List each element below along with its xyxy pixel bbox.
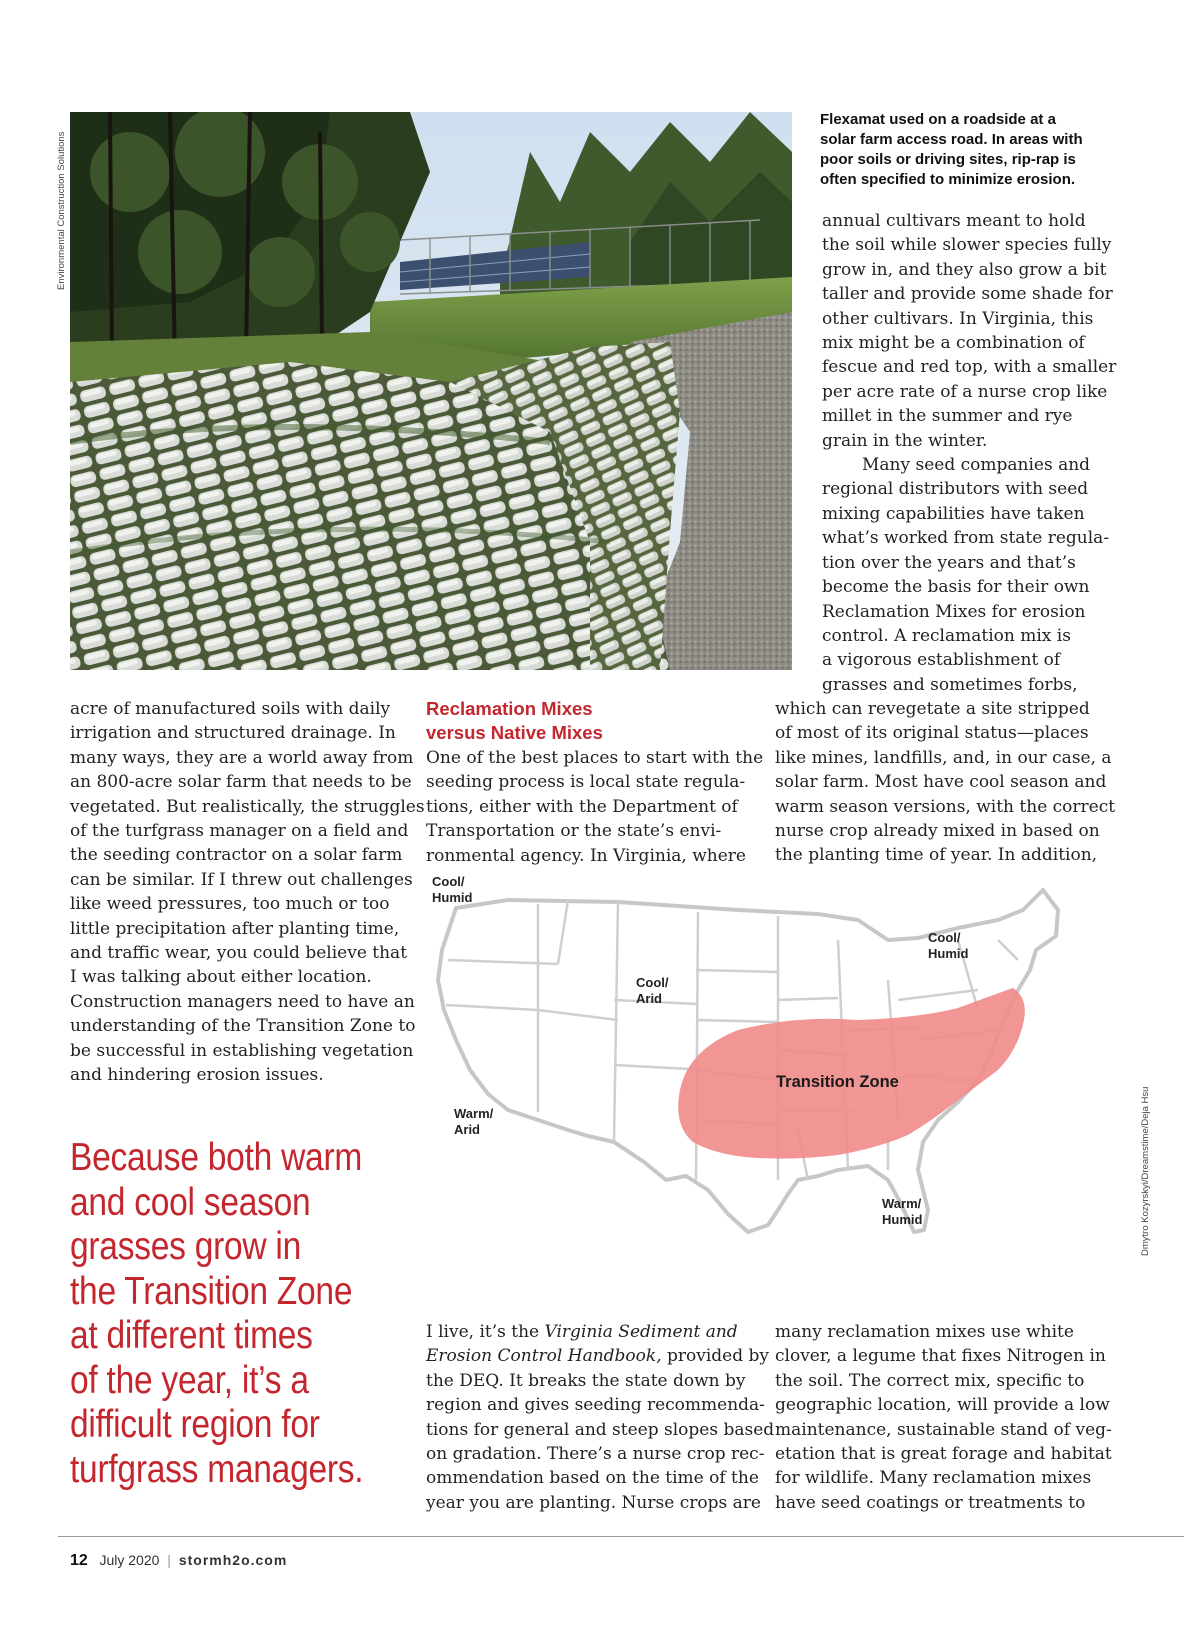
region-label-line: Humid (882, 1212, 923, 1227)
text-line: mixing capabilities have taken (822, 503, 1085, 524)
text-line: regional distributors with seed (822, 479, 1089, 500)
text-line: Construction managers need to have an (70, 991, 415, 1012)
map-svg (418, 880, 1098, 1280)
text-run: provided by (661, 1346, 769, 1367)
pull-quote-line: grasses grow in (70, 1225, 302, 1268)
region-label-warm-humid (882, 1196, 922, 1228)
text-line: annual cultivars meant to hold (822, 211, 1086, 231)
text-line: geographic location, will provide a low (775, 1395, 1110, 1416)
text-line: seeding process is local state regula- (426, 772, 746, 793)
text-line: tions, either with the Department of (426, 796, 738, 817)
text-line: the soil while slower species fully (822, 235, 1112, 256)
text-line: many reclamation mixes use white (775, 1322, 1074, 1342)
section-heading (426, 697, 603, 745)
text-line: like weed pressures, too much or too (70, 894, 390, 915)
text-line: tion over the years and that’s (822, 552, 1076, 573)
text-line: the planting time of year. In addition, (775, 845, 1098, 866)
handbook-title: Virginia Sediment and (544, 1322, 738, 1342)
pull-quote-line: and cool season (70, 1180, 311, 1224)
map-credit: Dmytro Kozyrskyi/Dreamstime/Deja Hsu (1140, 1086, 1151, 1256)
issue-date: July 2020 (99, 1552, 160, 1568)
text-line: for wildlife. Many reclamation mixes (775, 1468, 1092, 1489)
footer-folio (70, 1552, 287, 1570)
pull-quote-line: difficult region for (70, 1403, 320, 1446)
region-label-line: Humid (432, 890, 473, 905)
text-line: the soil. The correct mix, specific to (775, 1370, 1085, 1391)
text-line: acre of manufactured soils with daily (70, 699, 391, 719)
photo-credit: Environmental Construction Solutions (56, 131, 67, 290)
text-line: vegetated. But realistically, the struggles (70, 796, 425, 817)
text-line (426, 1320, 771, 1344)
transition-zone-label: Transition Zone (776, 1073, 899, 1091)
text-line: the seeding contractor on a solar farm (70, 845, 403, 866)
text-line: grasses and sometimes forbs, (822, 674, 1078, 695)
text-line: little precipitation after planting time, (70, 918, 400, 939)
region-label-cool-humid-nw (432, 874, 472, 906)
text-line: like mines, landfills, and, in our case, a (775, 747, 1112, 768)
text-line: what’s worked from state regula- (822, 528, 1110, 549)
site-name: stormh2o.com (178, 1552, 288, 1568)
text-line: nurse crop already mixed in based on (775, 821, 1100, 842)
region-label-line: Warm/ (454, 1106, 494, 1121)
text-line: of most of its original status—places (775, 723, 1089, 744)
pull-quote-line: at different times (70, 1314, 313, 1357)
text-line (426, 1344, 771, 1368)
text-line: understanding of the Transition Zone to (70, 1016, 416, 1037)
body-text-middle (426, 746, 766, 868)
us-transition-zone-map (418, 874, 1098, 1280)
region-label-line: Humid (928, 946, 969, 961)
region-label-line: Cool/ (432, 874, 465, 889)
region-label-line: Arid (454, 1122, 480, 1137)
text-line: Transportation or the state’s envi- (426, 821, 722, 842)
caption-line: poor soils or driving sites, rip-rap is (820, 151, 1076, 168)
text-line: ommendation based on the time of the (426, 1468, 759, 1489)
text-line: maintenance, sustainable stand of veg- (775, 1419, 1112, 1440)
pull-quote-line: turfgrass managers. (70, 1447, 364, 1491)
text-line: taller and provide some shade for (822, 284, 1113, 305)
body-text-right-top (822, 209, 1182, 697)
region-label-line: Cool/ (636, 975, 669, 990)
region-label-cool-arid (636, 975, 669, 1007)
text-line: I was talking about either location. (70, 967, 372, 988)
text-line: become the basis for their own (822, 577, 1090, 598)
text-line: region and gives seeding recommenda- (426, 1395, 765, 1416)
text-line: solar farm. Most have cool season and (775, 772, 1107, 793)
text-line: grain in the winter. (822, 430, 988, 451)
text-line: Many seed companies and (862, 455, 1091, 476)
text-line: a vigorous establishment of (822, 650, 1061, 671)
footer-separator: | (167, 1552, 171, 1568)
footer-rule (58, 1536, 1184, 1537)
text-line: which can revegetate a site stripped (775, 699, 1090, 719)
text-line: other cultivars. In Virginia, this (822, 308, 1094, 329)
text-line: and hindering erosion issues. (70, 1065, 324, 1086)
text-line: etation that is great forage and habitat (775, 1444, 1112, 1465)
text-line: on gradation. There’s a nurse crop rec- (426, 1444, 765, 1465)
text-line: be successful in establishing vegetation (70, 1040, 414, 1061)
text-line: clover, a legume that fixes Nitrogen in (775, 1346, 1106, 1367)
text-line: and traffic wear, you could believe that (70, 943, 408, 964)
pull-quote-line: the Transition Zone (70, 1269, 353, 1313)
text-run: I live, it’s the (426, 1322, 545, 1342)
region-label-warm-arid (454, 1106, 493, 1138)
text-line: control. A reclamation mix is (822, 625, 1071, 646)
body-text-right-mid (775, 697, 1185, 868)
text-line: the DEQ. It breaks the state down by (426, 1370, 746, 1391)
text-line: mix might be a combination of (822, 333, 1085, 354)
body-text-bottom-middle (426, 1320, 775, 1515)
text-line: tions for general and steep slopes based (426, 1419, 775, 1440)
pull-quote-line: of the year, it’s a (70, 1358, 309, 1402)
text-line: irrigation and structured drainage. In (70, 723, 396, 744)
body-text-bottom-right (775, 1320, 1185, 1515)
pull-quote-line: Because both warm (70, 1136, 363, 1179)
heading-line: Reclamation Mixes (426, 698, 593, 719)
text-line: millet in the summer and rye (822, 406, 1073, 427)
text-line: many ways, they are a world away from (70, 747, 414, 768)
caption-line: often specified to minimize erosion. (820, 171, 1076, 188)
text-line: grow in, and they also grow a bit (822, 259, 1107, 280)
region-label-line: Arid (636, 991, 662, 1006)
handbook-title: Erosion Control Handbook, (426, 1346, 662, 1367)
region-label-line: Cool/ (928, 930, 961, 945)
region-label-line: Warm/ (882, 1196, 922, 1211)
text-line: ronmental agency. In Virginia, where (426, 845, 746, 866)
heading-line: versus Native Mixes (426, 722, 603, 743)
photo-flexamat-roadside (70, 112, 792, 670)
body-text-left (70, 697, 425, 1088)
text-line: can be similar. If I threw out challenges (70, 869, 413, 890)
text-line: One of the best places to start with the (426, 748, 764, 768)
text-line: of the turfgrass manager on a field and (70, 821, 409, 842)
text-line: per acre rate of a nurse crop like (822, 381, 1108, 402)
region-label-cool-humid-ne (928, 930, 968, 962)
caption-line: Flexamat used on a roadside at a (820, 111, 1056, 128)
text-line: fescue and red top, with a smaller (822, 357, 1117, 378)
text-line: warm season versions, with the correct (775, 796, 1116, 817)
text-line: an 800-acre solar farm that needs to be (70, 772, 412, 793)
photo-caption (820, 110, 1180, 190)
page-number: 12 (70, 1552, 88, 1569)
photo-image (70, 112, 792, 670)
text-line: Reclamation Mixes for erosion (822, 601, 1086, 622)
text-line: year you are planting. Nurse crops are (426, 1492, 761, 1513)
caption-line: solar farm access road. In areas with (820, 131, 1083, 148)
pull-quote (70, 1136, 363, 1492)
text-line: have seed coatings or treatments to (775, 1492, 1086, 1513)
